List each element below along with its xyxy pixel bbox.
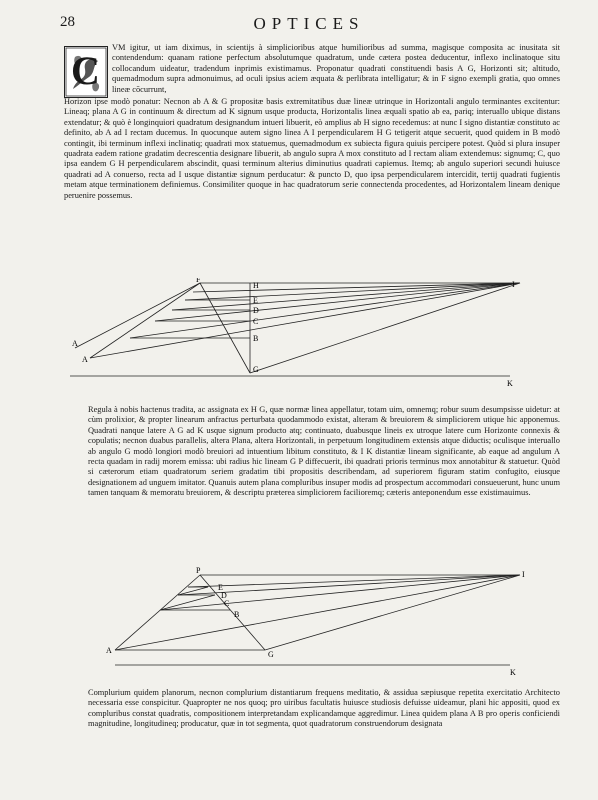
fig1-label-k: K xyxy=(507,379,513,388)
fig2-label-p: P xyxy=(196,566,201,575)
fig2-label-i: I xyxy=(522,570,525,579)
fig2-label-e: E xyxy=(218,583,223,592)
fig1-label-c: C xyxy=(253,317,259,326)
paragraph-1-lead: VM igitur, ut iam diximus, in scientijs à simplicioribus atque humilioribus ad summa, magisque composita ac inusitata sit contendendum: quanam ratione perfectum absolutumque quadratum, unde cætera postea deducentur, inflexo inclinatoque situ collocandum uideatur, tradendum inprimis existimamus. Proponatur quadrati constituendi basis A G, Horizonti sit; altitudo, quemadmodum supra admonuimus, ad oculi ipsius aciem æquata & perlibrata intelligatur; & in F signo exempli gratia, quo omnes lineæ cōcurrunt, xyxy=(112,43,560,94)
paragraph-1-body: Horizon ipse modò ponatur: Necnon ab A & G propositæ basis extremitatibus duæ lineæ utrinque in Horizontali angulo terminantes excitentur: Lineaq; plana A G in continuum & directum ad K signum usque producta, Horizontalis linea æquali spatio ab ea, pariq; interuallo ubique distans extendatur; & quò è longinquiori quadratum designandum intueri libuerit, eò amplius ab H signo recedemus: at nunc I signo distantiæ constituto ac definito, ab A ad I rectam ducemus. In quocunque autem signo linea A I perpendicularem H G tetigerit atque secuerit, quod quidem in B modò contingit, ibi terminum inflexi inclinatiq; quadrati mox statuemus, quemadmodum ex subiecta figura quiuis percipere potest. Quòd si plura insuper quadrata eadem ratione gradatim decrescentia designare libuerit, ab angulo supra A mox constituto ad I rectam aliam extendemus: signumq; C, quo ipsa eandem G H perpendicularem abscindit, quasi terminum alterius diminutius quadrati capiemus. Itemq; ab angulo superiori secundi huiusce quadrati ad A conuerso, recta ad I usque distantiæ signum perducatur: & puncto D, quo ipsa perpendicularem intercidit, tertij quadrati fugientis metam atque terminationem definiemus. Consimiliter quoque in hac quadratorum serie connectenda procedentes, ad Horizontalem lineam denique peruenire possemus. xyxy=(64,97,560,200)
initial-letter: C xyxy=(71,48,100,93)
fig2-label-c: C xyxy=(224,599,230,608)
paragraph-2: Regula à nobis hactenus tradita, ac assignata ex H G, quæ normæ linea appellatur, totam uim, omnemq; robur suum desumpsisse uidetur: at cùm prolixior, & propter linearum anfractus perturbata quodammodo existat, alteram & breuiorem & simpliciorem utique hic apponemus. Quadrati nanque latere A G ad K usque signum producto atq; continuato, duabusque lineis ex utroque latere cum Horizonte connexis & copulatis; necnon duabus parallelis, altera Plana, altera Horizontali, in perpetuum longitudinem extensis atque diductis; oculisque interuallo ab angulo G modò longiori modò breuiori ad intuentium libitum constituto, & I K distantiæ lineam significante, ab eaque ad angulum A recta quadam in radij morem emissa: ubi radius hic lineam G P diffecuerit, ibi quadrati prioris terminus mox annotabitur & statuetur. Quòd si cæterorum etiam quadratorum seriem gradatim tibi propositis describendam, ad superiorem figuram statim confugito, eiusque designationem ad unguem imitator. Quanuis autem plana compluribus insuper modis ad prospectum accommodari consueuerunt, hunc unum tamen tanquam & memoratu breuiorem, & descriptu præterea simpliciorem facilioremq; cæteris anteponendum esse existimauimus. xyxy=(88,405,560,498)
fig1-label-h: H xyxy=(253,281,259,290)
fig2-label-a: A xyxy=(106,646,112,655)
fig1-label-a-upper: A xyxy=(72,339,78,348)
fig2-label-d: D xyxy=(221,591,227,600)
fig1-label-a: A xyxy=(82,355,88,364)
page-header xyxy=(60,14,558,36)
decorated-initial xyxy=(64,46,108,98)
fig2-label-b: B xyxy=(234,610,240,619)
fig1-label-e: E xyxy=(253,296,258,305)
fig1-label-f: F xyxy=(196,278,201,284)
page-number: 28 xyxy=(60,14,75,30)
fig2-label-g: G xyxy=(268,650,274,659)
fig1-label-d: D xyxy=(253,306,259,315)
paragraph-3: Complurium quidem planorum, necnon complurium distantiarum frequens meditatio, & assidua sæpiusque repetita exercitatio Architecto necessaria esse conspicitur. Quapropter ne nos quoq; pro uiribus facultatis huiusce studiosis defuisse uideamur, plani hic appositi, quod ex compluribus constat quadratis, compositionem interpretandam explicandamque aggredimur. Linea quidem plana A B pro operis conficiendi magnitudine, longitudineq; producatur, quæ in tot segmenta, quot quadratorum construendorum designata xyxy=(88,688,560,729)
perspective-figure-1 xyxy=(60,278,530,398)
fig1-label-i: I xyxy=(512,280,515,289)
fig1-label-g: G xyxy=(253,365,259,374)
fig1-label-b: B xyxy=(253,334,259,343)
perspective-figure-2 xyxy=(100,565,540,677)
fig2-label-k: K xyxy=(510,668,516,677)
running-title: OPTICES xyxy=(253,14,365,33)
